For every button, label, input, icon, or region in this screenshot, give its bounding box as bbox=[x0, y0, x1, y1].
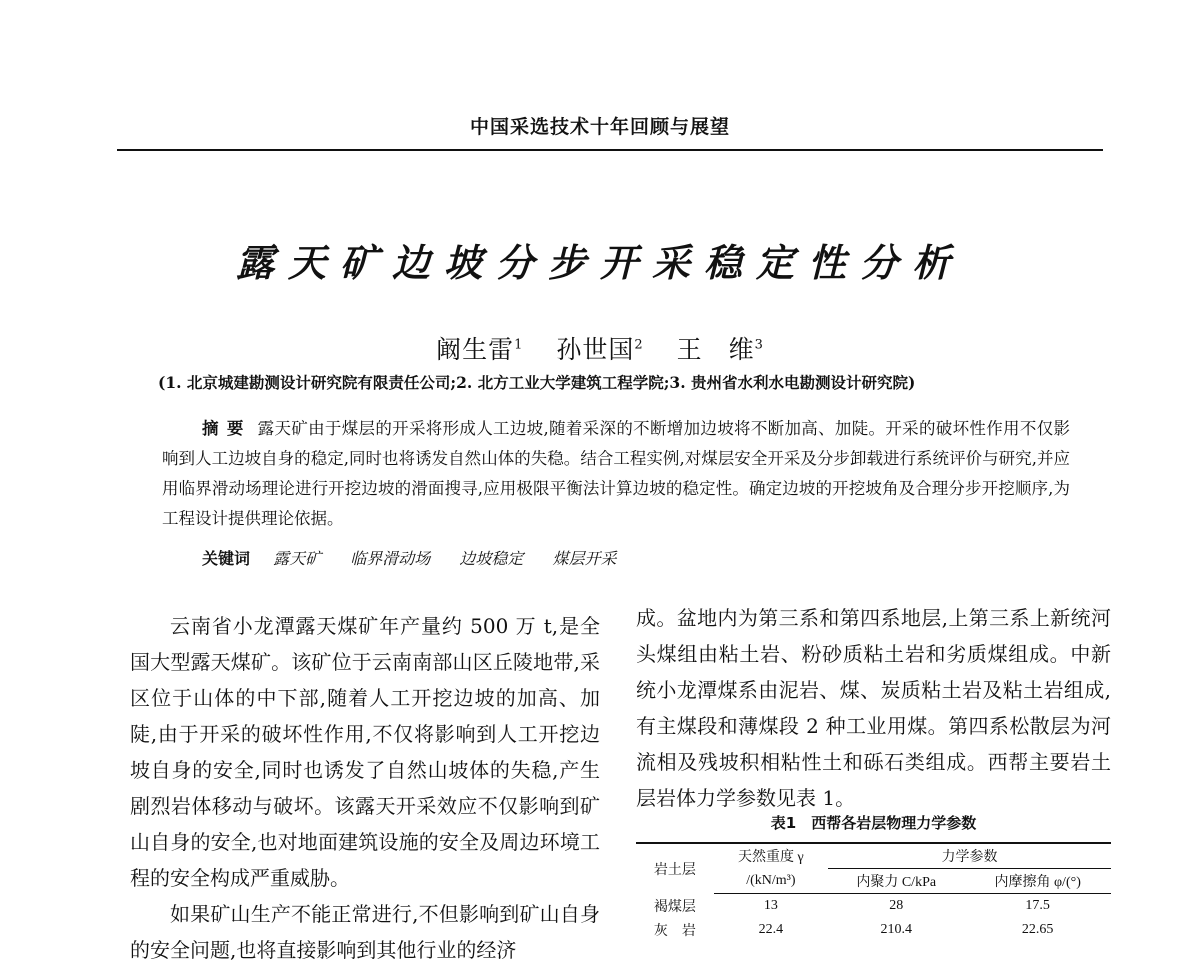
keywords-label: 关键词 bbox=[202, 549, 251, 568]
author-affil-mark: 1 bbox=[514, 337, 524, 353]
table-row bbox=[636, 894, 1111, 918]
running-header: 中国采选技术十年回顾与展望 bbox=[469, 116, 730, 138]
body-paragraph: 如果矿山生产不能正常进行,不但影响到矿山自身的安全问题,也将直接影响到其他行业的经济 bbox=[130, 902, 600, 962]
table-caption: 表1 西帮各岩层物理力学参数 bbox=[770, 814, 977, 832]
author-2 bbox=[556, 335, 643, 364]
cell-friction: 22.65 bbox=[1021, 921, 1054, 937]
body-paragraph: 成。盆地内为第三系和第四系地层,上第三系上新统河头煤组由粘土岩、粉砂质粘土岩和劣质煤组成。中新统小龙潭煤系由泥岩、煤、炭质粘土岩及粘土岩组成,有主煤段和薄煤段 2 种工业用煤。第四系松散层为河流相及残坡积相粘性土和砾石类组成。西帮主要岩土层岩体力学参数见表 1。 bbox=[636, 606, 1111, 810]
cell-friction: 17.5 bbox=[1025, 897, 1050, 913]
affiliations: (1. 北京城建勘测设计研究院有限责任公司;2. 北方工业大学建筑工程学院;3. 贵州省水利水电勘测设计研究院) bbox=[158, 373, 916, 392]
body-paragraph: 云南省小龙潭露天煤矿年产量约 500 万 t,是全国大型露天煤矿。该矿位于云南南部山区丘陵地带,采区位于山体的中下部,随着人工开挖边坡的加高、加陡,由于开采的破坏性作用,不仅将影响到人工开挖边坡自身的安全,同时也诱发了自然山坡体的失稳,产生剧烈岩体移动与破坏。该露天开采效应不仅影响到矿山自身的安全,也对地面建筑设施的安全及周边环境工程的安全构成严重威胁。 bbox=[130, 614, 600, 890]
body-right-column bbox=[636, 600, 1111, 816]
abstract bbox=[162, 414, 1070, 534]
cell-layer: 褐煤层 bbox=[653, 899, 696, 915]
cell-gamma: 22.4 bbox=[758, 921, 784, 937]
author-name: 孙世国 bbox=[556, 335, 635, 364]
author-affil-mark: 2 bbox=[634, 337, 644, 353]
col-header-gamma-unit: /(kN/m³) bbox=[714, 869, 828, 894]
author-list bbox=[0, 330, 1200, 366]
col-header-mechanics: 力学参数 bbox=[828, 843, 1111, 869]
author-affil-mark: 3 bbox=[754, 337, 764, 353]
col-header-cohesion: 内聚力 C/kPa bbox=[828, 869, 964, 894]
keyword: 边坡稳定 bbox=[459, 549, 524, 568]
abstract-text: 露天矿由于煤层的开采将形成人工边坡,随着采深的不断增加边坡将不断加高、加陡。开采的破坏性作用不仅影响到人工边坡自身的稳定,同时也将诱发自然山体的失稳。结合工程实例,对煤层安全开采及分步卸载进行系统评价与研究,并应用临界滑动场理论进行开挖边坡的滑面搜寻,应用极限平衡法计算边坡的稳定性。确定边坡的开挖坡角及合理分步开挖顺序,为工程设计提供理论依据。 bbox=[162, 419, 1071, 528]
keyword: 临界滑动场 bbox=[350, 549, 431, 568]
keyword: 露天矿 bbox=[273, 549, 322, 568]
table-row bbox=[636, 918, 1111, 942]
author-3 bbox=[677, 335, 764, 364]
cell-cohesion: 210.4 bbox=[880, 921, 912, 937]
cell-gamma: 13 bbox=[763, 897, 778, 913]
cell-layer: 灰 岩 bbox=[653, 923, 696, 939]
parameters-table bbox=[636, 842, 1111, 942]
col-header-friction: 内摩擦角 φ/(°) bbox=[964, 869, 1111, 894]
cell-cohesion: 28 bbox=[889, 897, 904, 913]
author-name: 阚生雷 bbox=[436, 335, 515, 364]
author-name: 王 维 bbox=[676, 335, 755, 364]
author-1 bbox=[436, 335, 523, 364]
body-left-column bbox=[130, 608, 600, 968]
paper-title: 露天矿边坡分步开采稳定性分析 bbox=[235, 240, 964, 285]
header-rule bbox=[117, 149, 1103, 151]
col-header-layer: 岩土层 bbox=[636, 843, 714, 894]
abstract-label: 摘要 bbox=[202, 419, 252, 438]
keyword: 煤层开采 bbox=[552, 549, 617, 568]
col-header-gamma: 天然重度 γ bbox=[714, 843, 828, 869]
keywords bbox=[202, 546, 640, 569]
